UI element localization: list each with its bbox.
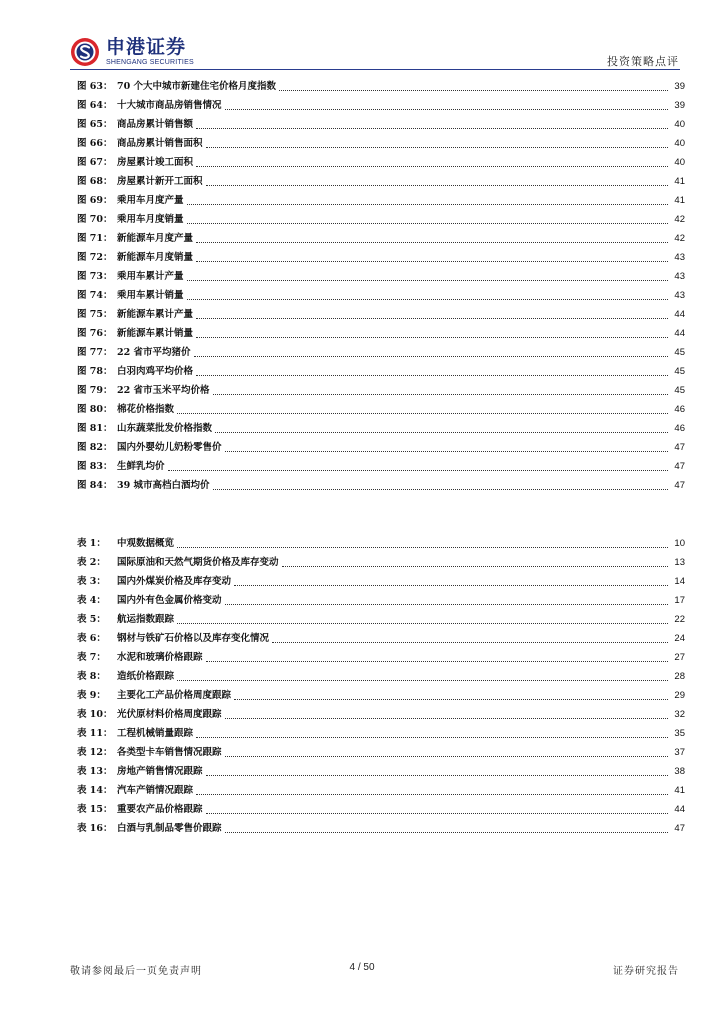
- table-index-row[interactable]: [77, 686, 685, 705]
- entry-number: 图 69：: [77, 195, 113, 206]
- entry-page-number: 27: [674, 652, 685, 663]
- figure-index-row[interactable]: [77, 210, 685, 229]
- entry-number: 图 84：: [77, 480, 113, 491]
- entry-number: 表 11：: [77, 728, 113, 739]
- figure-index-row[interactable]: [77, 476, 685, 495]
- dot-leader: [206, 660, 668, 662]
- entry-number: 表 15：: [77, 804, 113, 815]
- figure-index-row[interactable]: [77, 343, 685, 362]
- entry-number: 表 3：: [77, 576, 106, 587]
- entry-number: 表 2：: [77, 557, 106, 568]
- figure-index-row[interactable]: [77, 419, 685, 438]
- page-header: [0, 0, 724, 72]
- page-footer: [0, 962, 724, 982]
- dot-leader: [187, 279, 668, 281]
- figure-index-row[interactable]: [77, 286, 685, 305]
- dot-leader: [196, 127, 668, 129]
- entry-number: 图 82：: [77, 442, 113, 453]
- entry-number: 图 76：: [77, 328, 113, 339]
- logo-text: [106, 38, 194, 66]
- dot-leader: [215, 431, 668, 433]
- entry-title: 房屋累计竣工面积: [117, 157, 194, 168]
- entry-number: 图 80：: [77, 404, 113, 415]
- dot-leader: [196, 736, 668, 738]
- entry-number: 图 70：: [77, 214, 113, 225]
- entry-title: 工程机械销量跟踪: [117, 728, 194, 739]
- entry-title: 造纸价格跟踪: [117, 671, 175, 682]
- report-type-label: 投资策略点评: [607, 55, 679, 68]
- entry-number: 图 72：: [77, 252, 113, 263]
- figure-index-row[interactable]: [77, 362, 685, 381]
- figure-index-row[interactable]: [77, 77, 685, 96]
- entry-number: 图 81：: [77, 423, 113, 434]
- dot-leader: [194, 355, 668, 357]
- dot-leader: [177, 622, 668, 624]
- entry-page-number: 40: [674, 119, 685, 130]
- entry-number: 图 63：: [77, 81, 113, 92]
- entry-title: 新能源车月度销量: [117, 252, 194, 263]
- dot-leader: [225, 450, 668, 452]
- entry-number: 表 10：: [77, 709, 113, 720]
- entry-number: 图 79：: [77, 385, 113, 396]
- entry-number: 图 66：: [77, 138, 113, 149]
- dot-leader: [177, 546, 668, 548]
- entry-title: 钢材与铁矿石价格以及库存变化情况: [117, 633, 270, 644]
- entry-title: 房地产销售情况跟踪: [117, 766, 203, 777]
- entry-page-number: 40: [674, 138, 685, 149]
- dot-leader: [234, 584, 668, 586]
- entry-number: 表 13：: [77, 766, 113, 777]
- table-index-row[interactable]: [77, 629, 685, 648]
- entry-title: 光伏原材料价格周度跟踪: [117, 709, 222, 720]
- logo-name-cn: 申港证券: [106, 36, 187, 58]
- entry-title: 国际原油和天然气期货价格及库存变动: [117, 557, 279, 568]
- entry-number: 表 6：: [77, 633, 106, 644]
- table-index-row[interactable]: [77, 667, 685, 686]
- entry-page-number: 44: [674, 328, 685, 339]
- logo-name-en: SHENGANG SECURITIES: [106, 59, 194, 66]
- entry-page-number: 35: [674, 728, 685, 739]
- figure-index-row[interactable]: [77, 153, 685, 172]
- figure-index-row[interactable]: [77, 191, 685, 210]
- entry-title: 乘用车累计产量: [117, 271, 184, 282]
- entry-page-number: 10: [674, 538, 685, 549]
- entry-number: 表 16：: [77, 823, 113, 834]
- entry-page-number: 41: [674, 195, 685, 206]
- entry-title: 国内外婴幼儿奶粉零售价: [117, 442, 222, 453]
- entry-number: 图 71：: [77, 233, 113, 244]
- entry-number: 图 65：: [77, 119, 113, 130]
- entry-page-number: 14: [674, 576, 685, 587]
- figure-index-row[interactable]: [77, 438, 685, 457]
- entry-title: 70 个大中城市新建住宅价格月度指数: [117, 81, 277, 92]
- entry-number: 图 83：: [77, 461, 113, 472]
- entry-title: 商品房累计销售额: [117, 119, 194, 130]
- dot-leader: [225, 831, 668, 833]
- dot-leader: [206, 812, 668, 814]
- entry-number: 表 8：: [77, 671, 106, 682]
- figure-index-row[interactable]: [77, 305, 685, 324]
- dot-leader: [206, 184, 668, 186]
- company-logo: [70, 34, 194, 70]
- entry-page-number: 45: [674, 385, 685, 396]
- entry-title: 各类型卡车销售情况跟踪: [117, 747, 222, 758]
- table-index-list: [77, 534, 685, 838]
- table-index-row[interactable]: [77, 724, 685, 743]
- figure-index-row[interactable]: [77, 134, 685, 153]
- footer-disclaimer: 敬请参阅最后一页免责声明: [70, 966, 202, 977]
- entry-number: 表 7：: [77, 652, 106, 663]
- entry-page-number: 44: [674, 309, 685, 320]
- entry-title: 山东蔬菜批发价格指数: [117, 423, 213, 434]
- entry-title: 新能源车累计产量: [117, 309, 194, 320]
- entry-number: 图 75：: [77, 309, 113, 320]
- entry-page-number: 42: [674, 214, 685, 225]
- entry-title: 重要农产品价格跟踪: [117, 804, 203, 815]
- entry-page-number: 47: [674, 442, 685, 453]
- footer-page-number: 4 / 50: [349, 962, 375, 973]
- entry-title: 棉花价格指数: [117, 404, 175, 415]
- entry-title: 39 城市高档白酒均价: [117, 480, 210, 491]
- dot-leader: [196, 336, 668, 338]
- entry-page-number: 42: [674, 233, 685, 244]
- entry-number: 表 14：: [77, 785, 113, 796]
- entry-number: 图 73：: [77, 271, 113, 282]
- entry-title: 新能源车累计销量: [117, 328, 194, 339]
- entry-page-number: 41: [674, 176, 685, 187]
- entry-page-number: 17: [674, 595, 685, 606]
- entry-page-number: 45: [674, 347, 685, 358]
- dot-leader: [187, 222, 668, 224]
- table-index-row[interactable]: [77, 819, 685, 838]
- entry-title: 乘用车月度产量: [117, 195, 184, 206]
- table-index-row[interactable]: [77, 572, 685, 591]
- dot-leader: [187, 203, 668, 205]
- figure-index-row[interactable]: [77, 324, 685, 343]
- dot-leader: [225, 108, 668, 110]
- entry-title: 十大城市商品房销售情况: [117, 100, 222, 111]
- entry-page-number: 45: [674, 366, 685, 377]
- entry-page-number: 38: [674, 766, 685, 777]
- entry-page-number: 24: [674, 633, 685, 644]
- dot-leader: [206, 146, 668, 148]
- entry-number: 表 12：: [77, 747, 113, 758]
- table-index-row[interactable]: [77, 705, 685, 724]
- table-index-row[interactable]: [77, 648, 685, 667]
- figure-index-list: [77, 77, 685, 495]
- figure-index-row[interactable]: [77, 229, 685, 248]
- entry-page-number: 44: [674, 804, 685, 815]
- entry-title: 新能源车月度产量: [117, 233, 194, 244]
- dot-leader: [177, 412, 668, 414]
- entry-page-number: 43: [674, 271, 685, 282]
- table-index-row[interactable]: [77, 591, 685, 610]
- entry-page-number: 46: [674, 423, 685, 434]
- entry-page-number: 39: [674, 81, 685, 92]
- dot-leader: [282, 565, 668, 567]
- entry-number: 图 64：: [77, 100, 113, 111]
- table-index-row[interactable]: [77, 743, 685, 762]
- entry-page-number: 47: [674, 461, 685, 472]
- entry-number: 表 4：: [77, 595, 106, 606]
- entry-page-number: 22: [674, 614, 685, 625]
- dot-leader: [213, 393, 668, 395]
- entry-number: 图 78：: [77, 366, 113, 377]
- entry-page-number: 37: [674, 747, 685, 758]
- entry-page-number: 47: [674, 480, 685, 491]
- figure-index-row[interactable]: [77, 115, 685, 134]
- figure-index-row[interactable]: [77, 381, 685, 400]
- entry-page-number: 39: [674, 100, 685, 111]
- dot-leader: [177, 679, 668, 681]
- entry-title: 生鲜乳均价: [117, 461, 165, 472]
- dot-leader: [225, 755, 668, 757]
- dot-leader: [206, 774, 668, 776]
- entry-title: 航运指数跟踪: [117, 614, 175, 625]
- dot-leader: [225, 717, 668, 719]
- dot-leader: [196, 241, 668, 243]
- figure-index-row[interactable]: [77, 172, 685, 191]
- entry-page-number: 47: [674, 823, 685, 834]
- figure-index-row[interactable]: [77, 96, 685, 115]
- entry-number: 表 9：: [77, 690, 106, 701]
- entry-title: 汽车产销情况跟踪: [117, 785, 194, 796]
- entry-title: 主要化工产品价格周度跟踪: [117, 690, 232, 701]
- footer-doc-type: 证券研究报告: [613, 966, 679, 977]
- table-index-row[interactable]: [77, 534, 685, 553]
- entry-title: 商品房累计销售面积: [117, 138, 203, 149]
- entry-page-number: 41: [674, 785, 685, 796]
- figure-index-row[interactable]: [77, 400, 685, 419]
- logo-mark-icon: [70, 37, 100, 67]
- dot-leader: [213, 488, 668, 490]
- entry-title: 白羽肉鸡平均价格: [117, 366, 194, 377]
- entry-page-number: 29: [674, 690, 685, 701]
- entry-title: 水泥和玻璃价格跟踪: [117, 652, 203, 663]
- entry-title: 房屋累计新开工面积: [117, 176, 203, 187]
- entry-page-number: 46: [674, 404, 685, 415]
- entry-page-number: 43: [674, 252, 685, 263]
- entry-number: 图 67：: [77, 157, 113, 168]
- entry-number: 图 74：: [77, 290, 113, 301]
- dot-leader: [196, 374, 668, 376]
- entry-number: 图 77：: [77, 347, 113, 358]
- entry-title: 国内外有色金属价格变动: [117, 595, 222, 606]
- table-index-row[interactable]: [77, 781, 685, 800]
- entry-page-number: 43: [674, 290, 685, 301]
- dot-leader: [196, 317, 668, 319]
- entry-title: 国内外煤炭价格及库存变动: [117, 576, 232, 587]
- table-index-row[interactable]: [77, 610, 685, 629]
- dot-leader: [196, 165, 668, 167]
- dot-leader: [279, 89, 668, 91]
- entry-page-number: 32: [674, 709, 685, 720]
- entry-title: 22 省市玉米平均价格: [117, 385, 210, 396]
- dot-leader: [234, 698, 668, 700]
- entry-number: 图 68：: [77, 176, 113, 187]
- dot-leader: [196, 793, 668, 795]
- entry-number: 表 1：: [77, 538, 106, 549]
- figure-index-row[interactable]: [77, 267, 685, 286]
- table-index-row[interactable]: [77, 553, 685, 572]
- entry-page-number: 40: [674, 157, 685, 168]
- entry-title: 中观数据概览: [117, 538, 175, 549]
- entry-page-number: 28: [674, 671, 685, 682]
- dot-leader: [196, 260, 668, 262]
- table-index-row[interactable]: [77, 800, 685, 819]
- table-index-row[interactable]: [77, 762, 685, 781]
- dot-leader: [187, 298, 668, 300]
- entry-page-number: 13: [674, 557, 685, 568]
- entry-title: 白酒与乳制品零售价跟踪: [117, 823, 222, 834]
- entry-title: 乘用车累计销量: [117, 290, 184, 301]
- entry-title: 乘用车月度销量: [117, 214, 184, 225]
- header-divider: [70, 69, 680, 70]
- entry-number: 表 5：: [77, 614, 106, 625]
- dot-leader: [225, 603, 668, 605]
- dot-leader: [168, 469, 668, 471]
- dot-leader: [272, 641, 668, 643]
- entry-title: 22 省市平均猪价: [117, 347, 191, 358]
- figure-index-row[interactable]: [77, 457, 685, 476]
- figure-index-row[interactable]: [77, 248, 685, 267]
